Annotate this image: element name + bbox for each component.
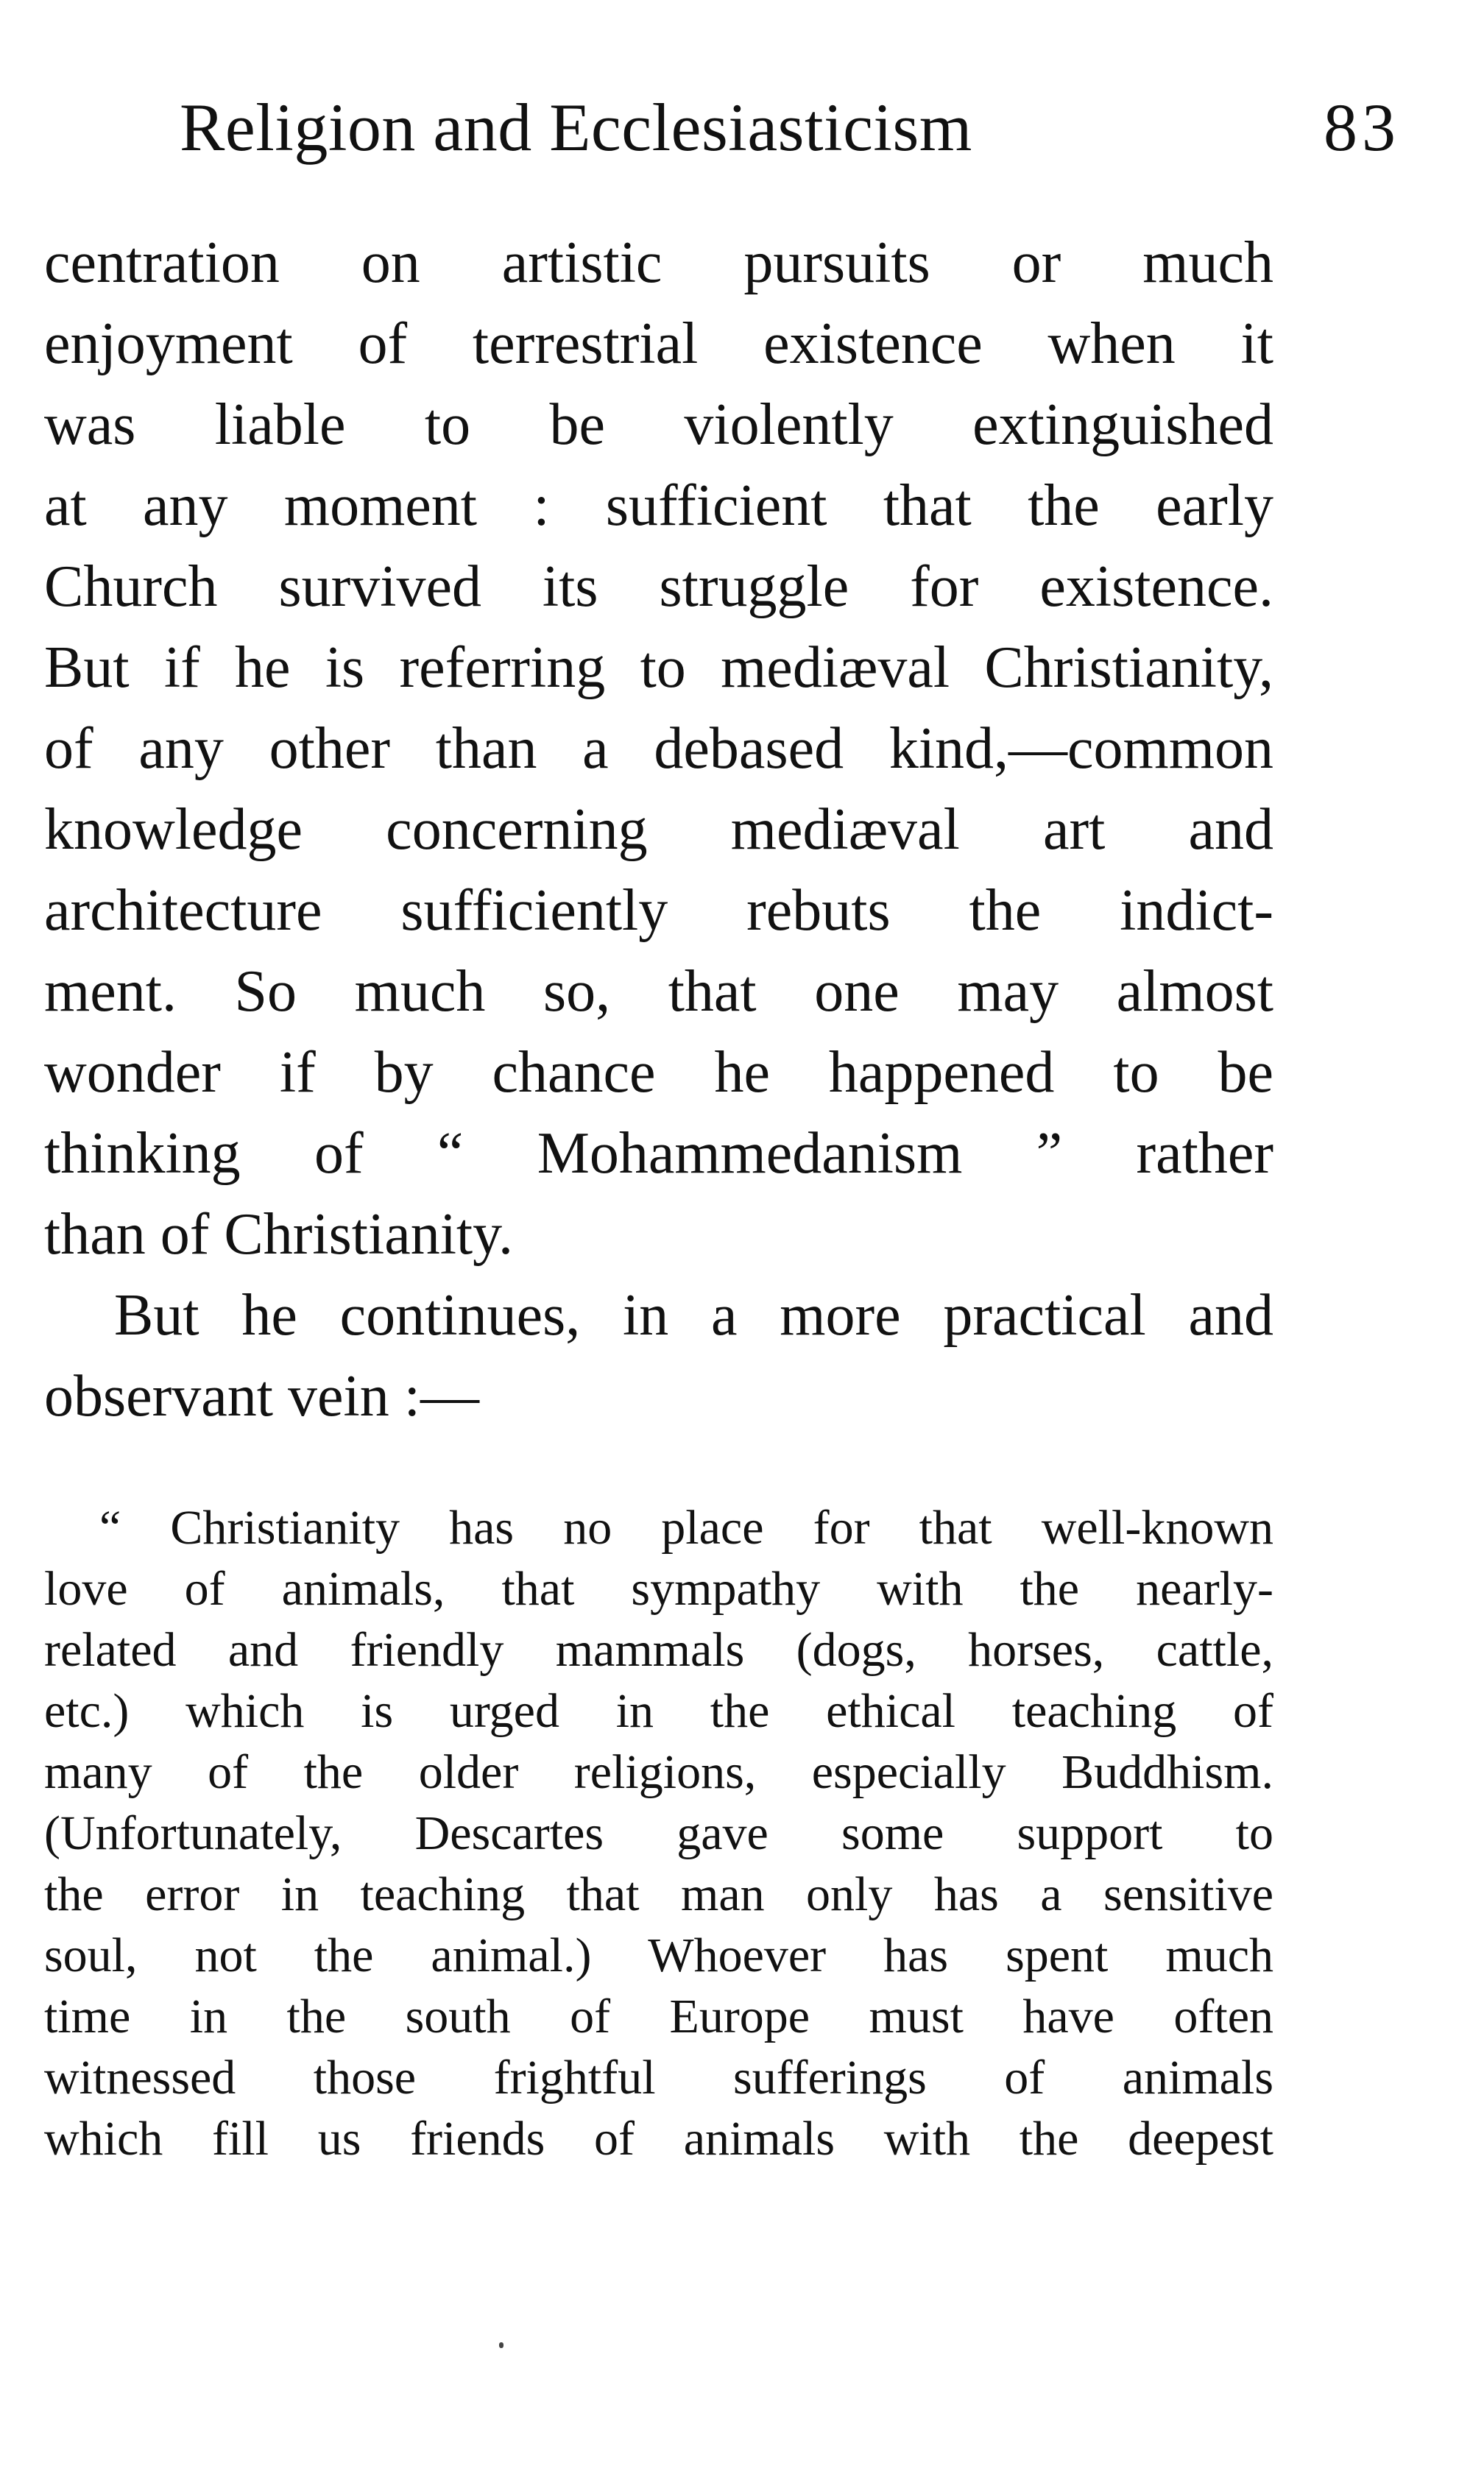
body-line: at any moment : sufficient that the early: [44, 473, 1273, 538]
quote-line: time in the south of Europe must have often: [44, 1990, 1273, 2043]
body-line: knowledge concerning mediæval art and: [44, 797, 1273, 862]
body-line: wonder if by chance he happened to be: [44, 1040, 1273, 1105]
quote-line: witnessed those frightful sufferings of animals: [44, 2051, 1273, 2104]
page-number: 83: [1324, 90, 1400, 165]
body-line: thinking of “ Mohammedanism ” rather: [44, 1121, 1273, 1186]
quote-line: the error in teaching that man only has a sensitive: [44, 1867, 1273, 1921]
body-line: enjoyment of terrestrial existence when it: [44, 311, 1273, 376]
body-line: than of Christianity.: [44, 1202, 513, 1267]
quote-line: soul, not the animal.) Whoever has spent much: [44, 1929, 1273, 1982]
quote-line: “ Christianity has no place for that well-known: [99, 1501, 1273, 1555]
body-line: of any other than a debased kind,—common: [44, 716, 1273, 781]
running-head: [180, 87, 1400, 168]
body-line: observant vein :—: [44, 1364, 479, 1429]
quote-line: related and friendly mammals (dogs, horses, cattle,: [44, 1623, 1273, 1677]
quote-line: many of the older religions, especially Buddhism.: [44, 1745, 1273, 1799]
quote-line: etc.) which is urged in the ethical teaching of: [44, 1684, 1273, 1738]
quote-line: which fill us friends of animals with the deepest: [44, 2112, 1273, 2166]
quote-line: love of animals, that sympathy with the nearly-: [44, 1562, 1273, 1616]
quote-line: (Unfortunately, Descartes gave some support to: [44, 1806, 1273, 1860]
body-line: centration on artistic pursuits or much: [44, 230, 1273, 295]
body-line: ment. So much so, that one may almost: [44, 959, 1273, 1024]
running-head-title: Religion and Ecclesiasticism: [180, 90, 972, 165]
body-line: But if he is referring to mediæval Christianity,: [44, 635, 1273, 700]
ink-speck: [499, 2342, 504, 2348]
body-line: Church survived its struggle for existence.: [44, 554, 1273, 619]
body-line: But he continues, in a more practical and: [114, 1283, 1273, 1348]
body-line: was liable to be violently extinguished: [44, 392, 1273, 457]
body-line: architecture sufficiently rebuts the indict-: [44, 878, 1273, 943]
